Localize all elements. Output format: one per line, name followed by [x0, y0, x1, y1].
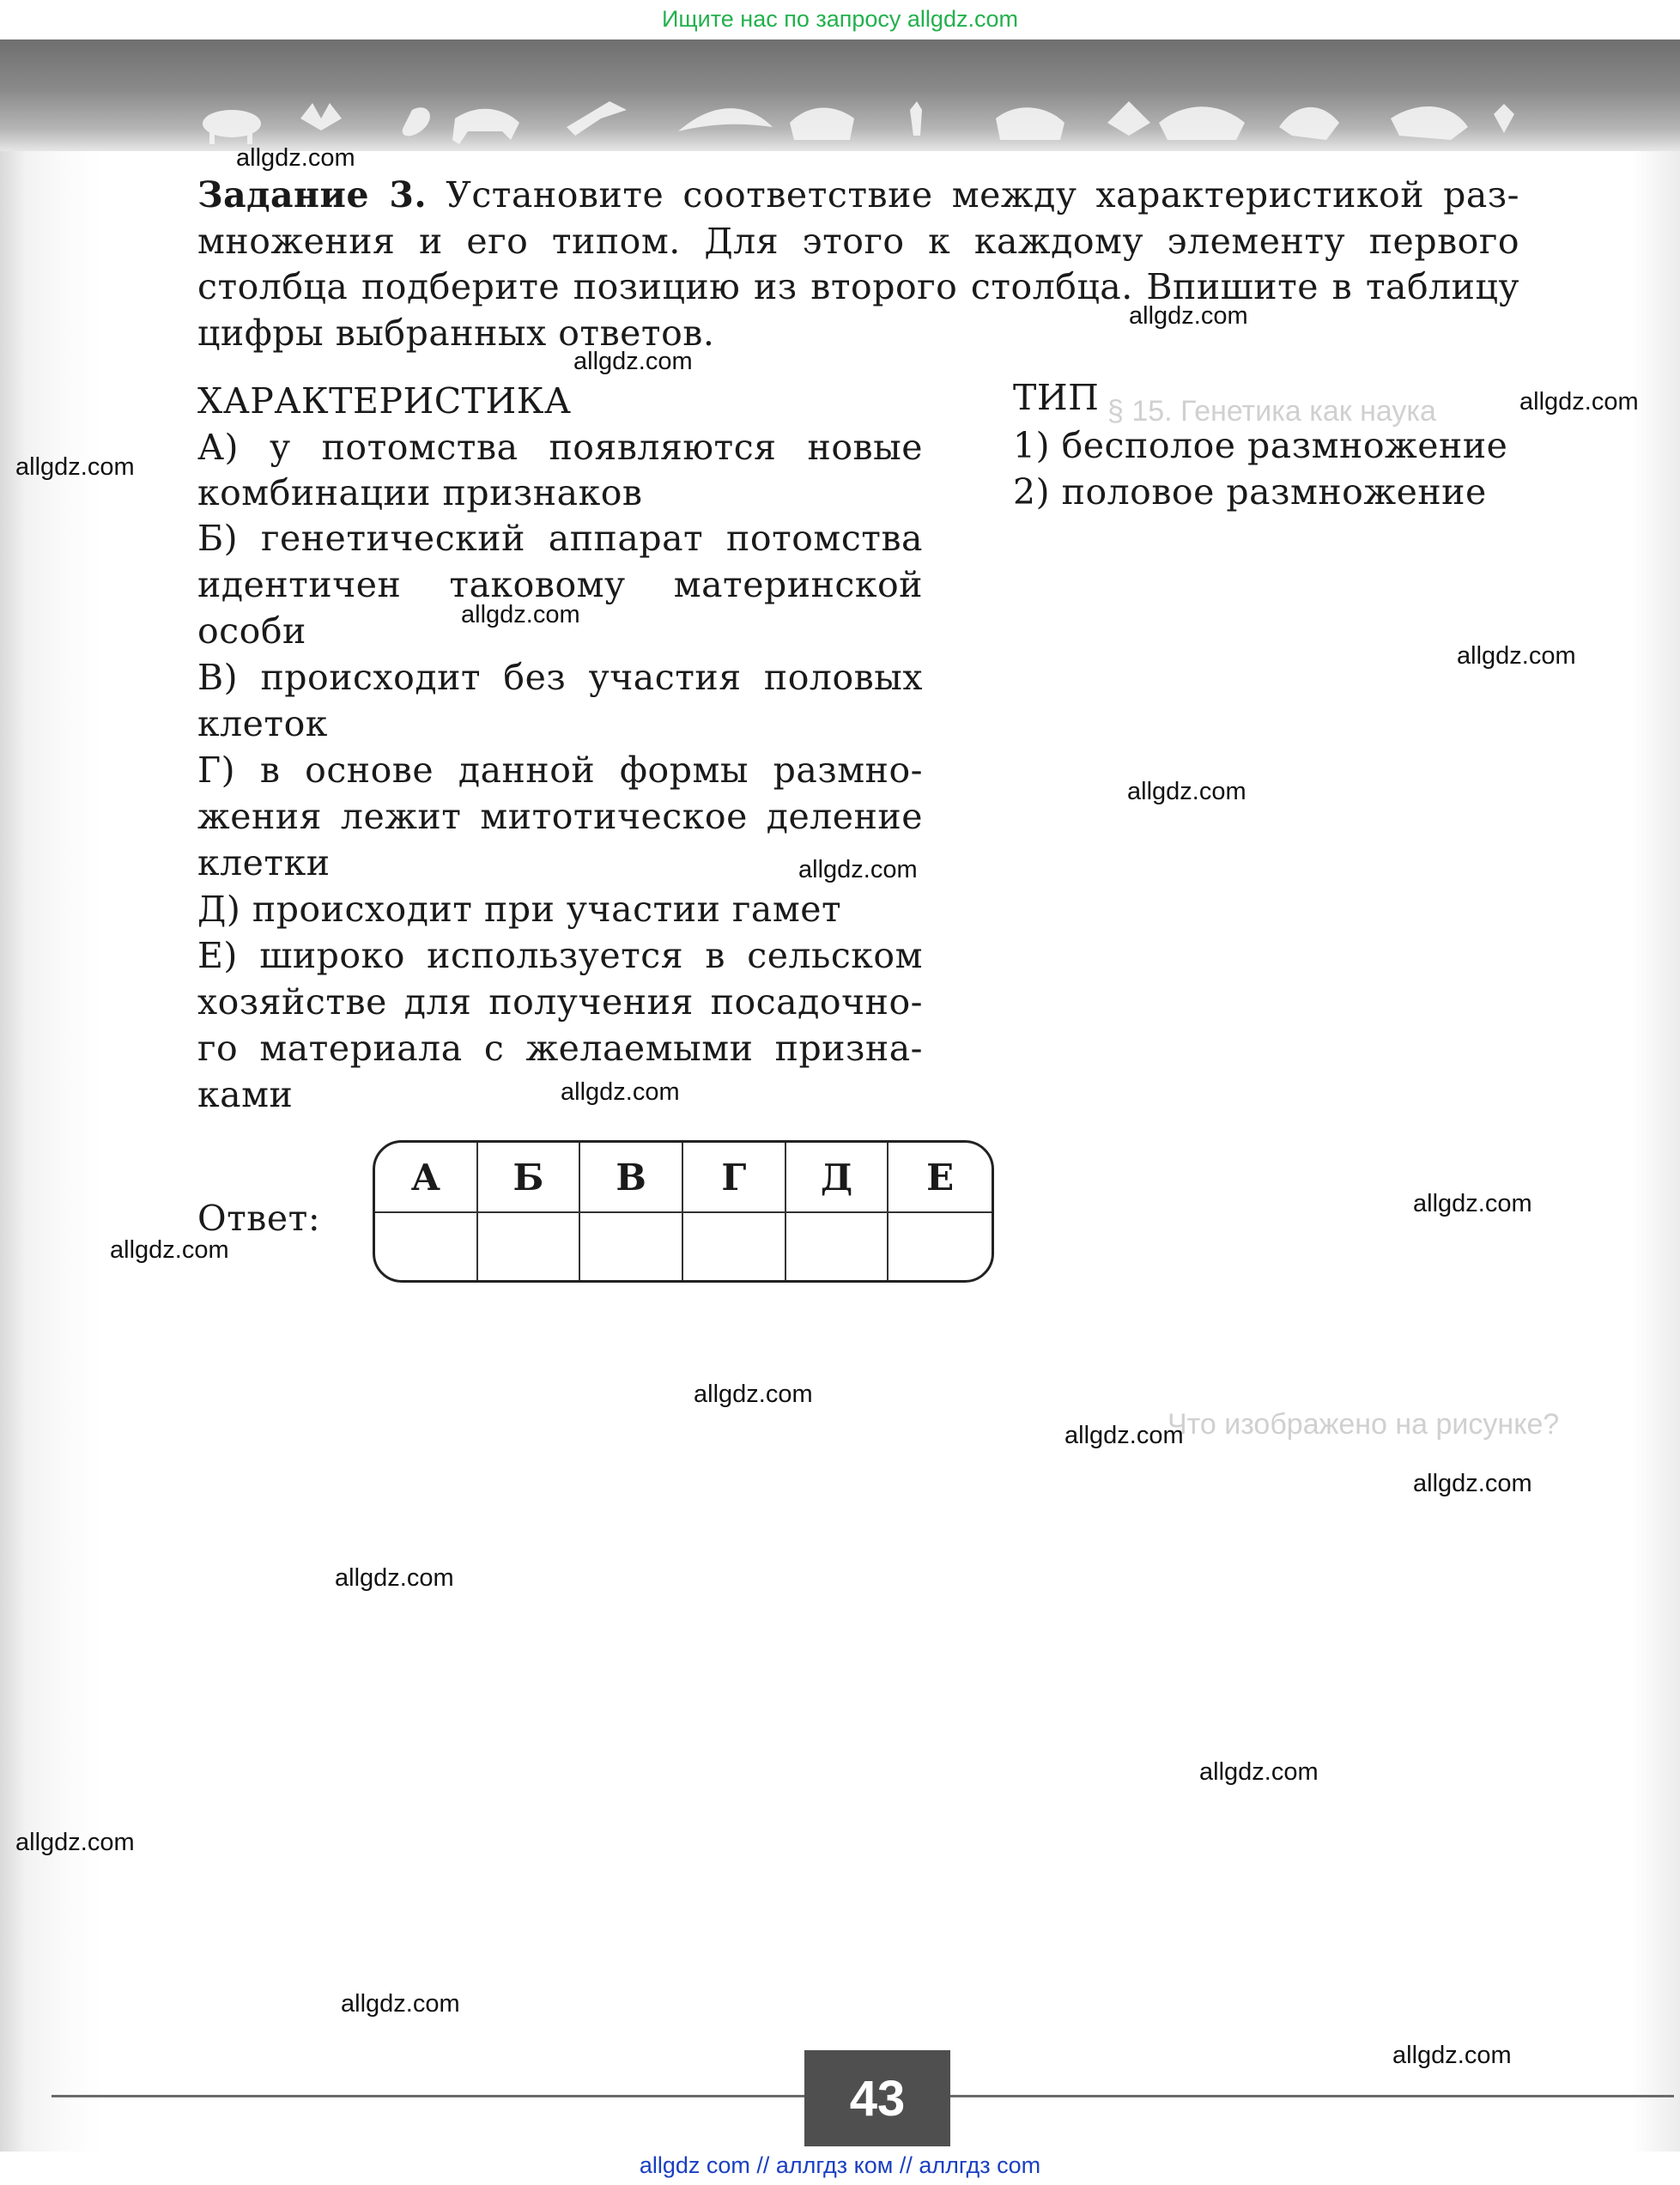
- watermark: allgdz.com: [461, 601, 580, 628]
- answer-input-cell[interactable]: [580, 1213, 683, 1283]
- watermark: allgdz.com: [1519, 388, 1639, 416]
- watermark: allgdz.com: [236, 144, 355, 172]
- task-title: Задание 3.: [197, 174, 428, 215]
- characteristic-line: клетки: [197, 842, 331, 883]
- page-number: 43: [804, 2050, 950, 2146]
- type-option-1: 1) бесполое размножение: [1013, 425, 1508, 466]
- characteristic-line: особи: [197, 610, 306, 652]
- watermark: allgdz.com: [1129, 302, 1248, 330]
- answer-header-cell: В: [580, 1143, 683, 1213]
- answer-input-cell[interactable]: [375, 1213, 478, 1283]
- task-line-3: столбца подберите позицию из второго столбца. Впишите в таблицу: [197, 266, 1519, 307]
- characteristic-line: го материала с желаемыми призна-: [197, 1028, 923, 1069]
- watermark: allgdz.com: [1457, 642, 1576, 670]
- watermark: allgdz.com: [110, 1236, 229, 1264]
- task-line-1: Задание 3. Установите соответствие между характеристикой раз-: [197, 174, 1519, 215]
- task-line-4: цифры выбранных ответов.: [197, 313, 715, 354]
- answer-header-cell: Б: [478, 1143, 581, 1213]
- characteristic-line: Д) происходит при участии гамет: [197, 889, 842, 930]
- watermark: allgdz.com: [1392, 2042, 1512, 2069]
- characteristic-line: Б) генетический аппарат потомства: [197, 518, 923, 559]
- answer-table: [373, 1140, 994, 1283]
- watermark: allgdz.com: [1413, 1470, 1532, 1497]
- watermark: allgdz.com: [798, 856, 918, 883]
- characteristic-line: хозяйстве для получения посадочно-: [197, 981, 923, 1023]
- task-line-2: множения и его типом. Для этого к каждому элементу первого: [197, 221, 1519, 262]
- animal-silhouettes-icon: [197, 93, 1537, 144]
- answer-header-cell: Д: [786, 1143, 889, 1213]
- characteristic-line: идентичен таковому материнской: [197, 564, 923, 605]
- watermark: allgdz.com: [1127, 778, 1246, 805]
- top-banner[interactable]: Ищите нас по запросу allgdz.com: [662, 6, 1018, 32]
- characteristic-line: Г) в основе данной формы размно-: [197, 750, 923, 791]
- characteristic-line: А) у потомства появляются новые: [197, 427, 923, 468]
- bleed-through-text: § 15. Генетика как наука: [1107, 395, 1436, 428]
- answer-input-cell[interactable]: [786, 1213, 889, 1283]
- type-option-2: 2) половое размножение: [1013, 471, 1487, 513]
- answer-header-cell: Е: [889, 1143, 992, 1213]
- answer-header-cell: Г: [683, 1143, 786, 1213]
- characteristic-line: жения лежит митотическое деление: [197, 796, 923, 837]
- characteristic-heading: ХАРАКТЕРИСТИКА: [197, 380, 572, 422]
- watermark: allgdz.com: [341, 1990, 460, 2018]
- answer-header-cell: А: [375, 1143, 478, 1213]
- characteristic-line: клеток: [197, 703, 328, 744]
- watermark: allgdz.com: [1199, 1758, 1319, 1786]
- characteristic-line: комбинации признаков: [197, 472, 643, 513]
- characteristic-line: Е) широко используется в сельском: [197, 935, 923, 976]
- watermark: allgdz.com: [15, 453, 135, 481]
- watermark: allgdz.com: [694, 1381, 813, 1408]
- type-heading: ТИП: [1013, 377, 1100, 418]
- answer-input-cell[interactable]: [889, 1213, 992, 1283]
- answer-input-cell[interactable]: [478, 1213, 581, 1283]
- characteristic-line: В) происходит без участия половых: [197, 657, 923, 698]
- watermark: allgdz.com: [1064, 1422, 1184, 1449]
- answer-label: Ответ:: [197, 1198, 321, 1239]
- answer-input-cell[interactable]: [683, 1213, 786, 1283]
- watermark: allgdz.com: [561, 1078, 680, 1106]
- characteristic-line: ками: [197, 1074, 294, 1115]
- bleed-through-text: Что изображено на рисунке?: [1168, 1408, 1560, 1441]
- watermark: allgdz.com: [15, 1829, 135, 1856]
- watermark: allgdz.com: [573, 348, 693, 375]
- watermark: allgdz.com: [1413, 1190, 1532, 1217]
- watermark: allgdz.com: [335, 1564, 454, 1592]
- footer-links[interactable]: allgdz com // аллгдз ком // аллгдз com: [639, 2152, 1041, 2178]
